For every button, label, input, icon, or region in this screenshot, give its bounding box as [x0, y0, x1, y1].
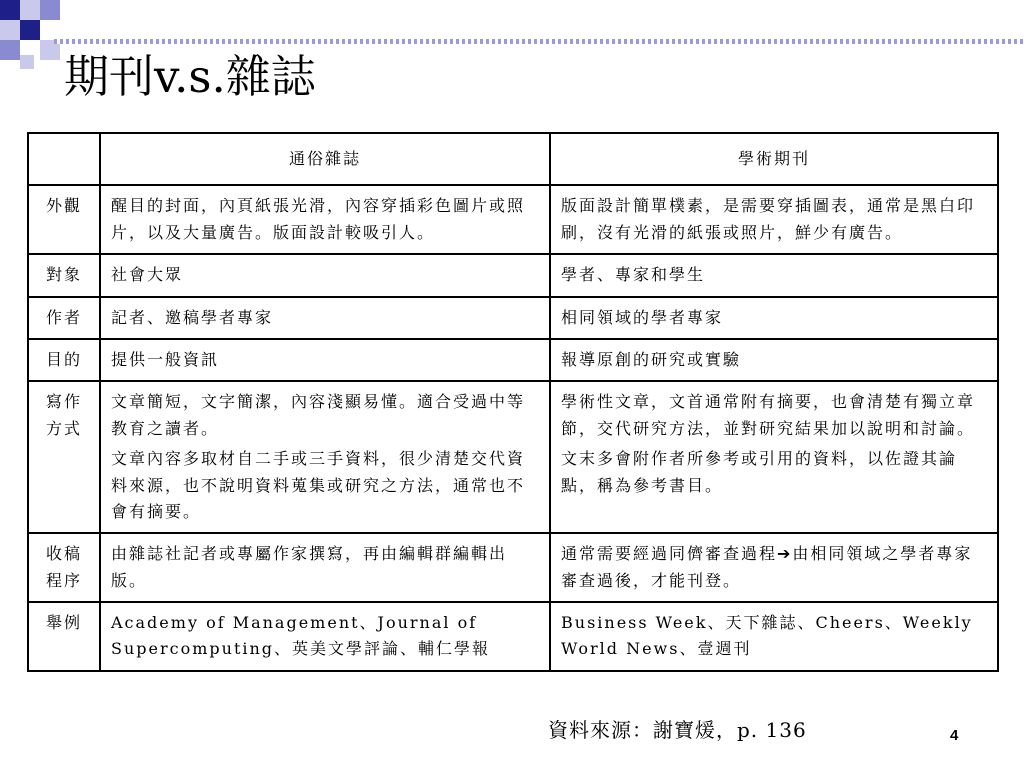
cell-scholarly [550, 381, 998, 533]
deco-square-6 [0, 40, 20, 60]
cell-paragraph: 文章簡短，文字簡潔，內容淺顯易懂。適合受過中等教育之讀者。 [111, 392, 526, 438]
cell-paragraph: 文末多會附作者所參考或引用的資料，以佐證其論點，稱為參考書目。 [561, 449, 958, 495]
header-empty [28, 133, 100, 185]
row-label: 舉例 [28, 602, 100, 671]
title-rule [54, 39, 1024, 44]
cell-scholarly: Business Week、天下雜誌、Cheers、Weekly World News、壹週刊 [550, 602, 998, 671]
cell-popular: Academy of Management、Journal of Supercomputing、英美文學評論、輔仁學報 [100, 602, 550, 671]
deco-square-2 [20, 0, 40, 20]
deco-square-8 [20, 55, 34, 69]
cell-popular: 醒目的封面，內頁紙張光滑，內容穿插彩色圖片或照片，以及大量廣告。版面設計較吸引人。 [100, 185, 550, 254]
row-label: 目的 [28, 339, 100, 381]
slide-title: 期刊v.s.雜誌 [64, 50, 316, 103]
table-row [28, 297, 998, 339]
table-row [28, 254, 998, 296]
header-scholarly-journal: 學術期刊 [550, 133, 998, 185]
row-label: 外觀 [28, 185, 100, 254]
table-row [28, 381, 998, 533]
cell-paragraph: 學術性文章，文首通常附有摘要，也會清楚有獨立章節，交代研究方法，並對研究結果加以說明和討論。 [561, 392, 976, 438]
table-row [28, 339, 998, 381]
deco-square-4 [0, 20, 20, 40]
arrow-icon: ➔ [777, 544, 793, 564]
cell-popular: 提供一般資訊 [100, 339, 550, 381]
row-label: 對象 [28, 254, 100, 296]
table-header-row [28, 133, 998, 185]
table-row [28, 185, 998, 254]
deco-square-3 [40, 0, 60, 20]
row-label: 寫作方式 [28, 381, 100, 533]
cell-text: 由相同領域之學者專家審查過後，才能刊登。 [561, 544, 973, 590]
table-row [28, 602, 998, 671]
cell-scholarly: 學者、專家和學生 [550, 254, 998, 296]
deco-square-1 [0, 0, 20, 20]
comparison-table [27, 132, 999, 672]
cell-scholarly: 相同領域的學者專家 [550, 297, 998, 339]
cell-scholarly: 版面設計簡單樸素，是需要穿插圖表，通常是黑白印刷，沒有光滑的紙張或照片，鮮少有廣告。 [550, 185, 998, 254]
cell-scholarly [550, 533, 998, 602]
row-label: 收稿程序 [28, 533, 100, 602]
row-label: 作者 [28, 297, 100, 339]
cell-popular: 社會大眾 [100, 254, 550, 296]
cell-text: 通常需要經過同儕審查過程 [561, 544, 778, 564]
table-row [28, 533, 998, 602]
deco-square-5 [20, 20, 40, 40]
source-citation: 資料來源：謝寶煖，p. 136 [548, 718, 807, 742]
cell-paragraph: 文章內容多取材自二手或三手資料，很少清楚交代資料來源，也不說明資料蒐集或研究之方法，通常也不會有摘要。 [111, 449, 526, 521]
page-number: 4 [950, 727, 959, 744]
header-popular-magazine: 通俗雜誌 [100, 133, 550, 185]
cell-popular: 記者、邀稿學者專家 [100, 297, 550, 339]
cell-popular: 由雜誌社記者或專屬作家撰寫，再由編輯群編輯出版。 [100, 533, 550, 602]
cell-popular [100, 381, 550, 533]
cell-scholarly: 報導原創的研究或實驗 [550, 339, 998, 381]
